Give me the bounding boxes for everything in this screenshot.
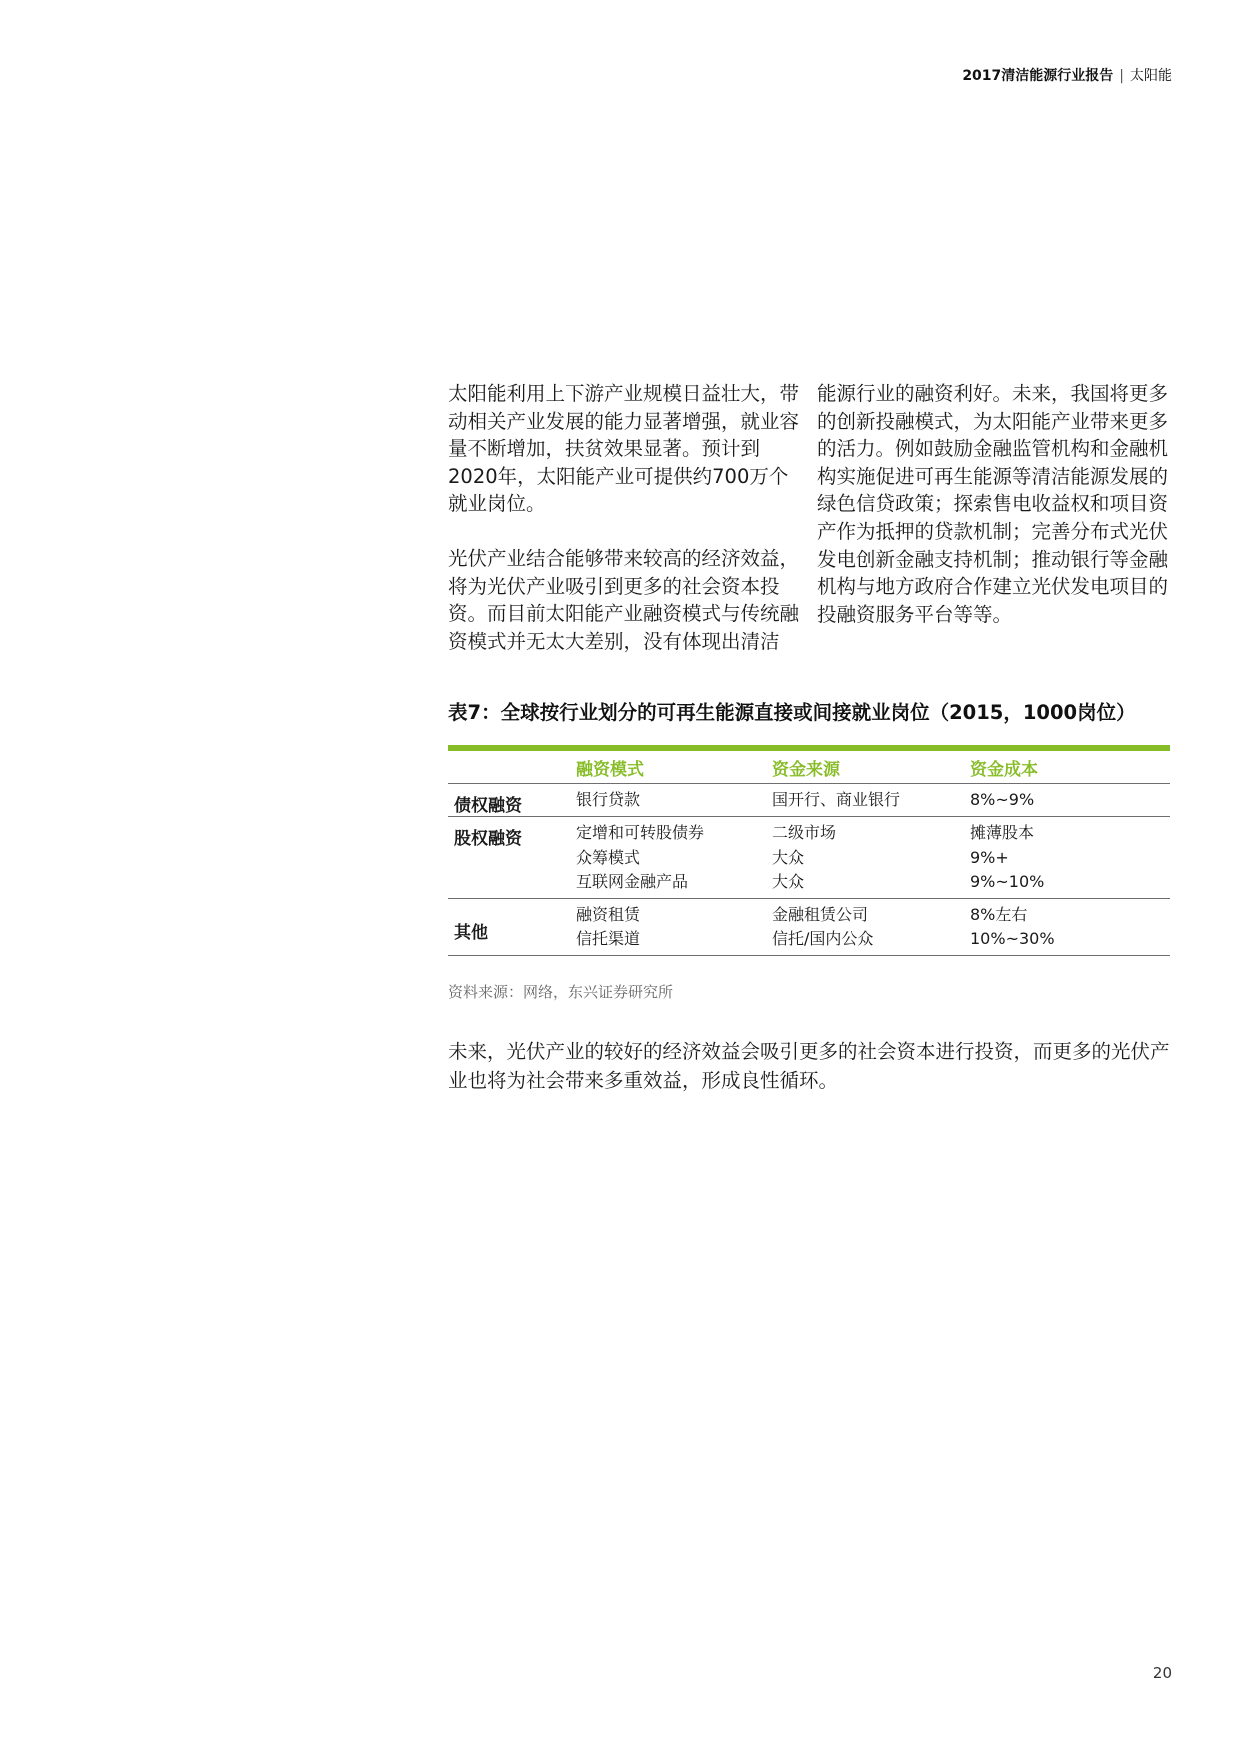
cost-cell [970,898,1170,955]
column-header: 资金来源 [772,751,970,784]
page-number: 20 [1152,1664,1172,1682]
cost-cell [970,784,1170,817]
source-cell [772,817,970,899]
body-paragraph: 能源行业的融资利好。未来，我国将更多的创新投融模式，为太阳能产业带来更多的活力。例如鼓励金融监管机构和金融机构实施促进可再生能源等清洁能源发展的绿色信贷政策；探索售电收益权和项目资产作为抵押的贷款机制；完善分布式光伏发电创新金融支持机制；推动银行等金融机构与地方政府合作建立光伏发电项目的投融资服务平台等等。 [817,382,1169,626]
left-column [448,380,804,655]
financing-table [448,745,1170,956]
column-header: 资金成本 [970,751,1170,784]
cost-cell [970,817,1170,899]
section-name: 太阳能 [1130,68,1172,84]
source-value: 大众 [772,872,805,891]
mode-cell [576,817,772,899]
cost-value: 9%+ [970,847,1009,867]
mode-value: 定增和可转股债券 [576,823,705,842]
source-value: 二级市场 [772,823,837,842]
right-column [817,380,1179,628]
column-header [448,751,576,784]
mode-cell [576,898,772,955]
cost-value: 10%~30% [970,929,1055,948]
source-value: 信托/国内公众 [772,929,874,948]
column-header: 融资模式 [576,751,772,784]
mode-value: 互联网金融产品 [576,872,689,891]
mode-value: 信托渠道 [576,929,641,948]
table-row [448,898,1170,955]
table-caption: 表7：全球按行业划分的可再生能源直接或间接就业岗位（2015，1000岗位） [448,701,1136,724]
table-row [448,817,1170,899]
category-cell: 其他 [448,898,576,955]
source-note: 资料来源：网络，东兴证券研究所 [448,983,674,1001]
mode-cell [576,784,772,817]
body-paragraph: 光伏产业结合能够带来较高的经济效益，将为光伏产业吸引到更多的社会资本投资。而目前太阳能产业融资模式与传统融资模式并无太大差别，没有体现出清洁 [448,546,800,653]
source-value: 金融租赁公司 [772,904,869,924]
source-value: 国开行、商业银行 [772,790,901,809]
category-cell: 债权融资 [448,784,576,817]
cost-value: 8%左右 [970,904,1028,924]
source-value: 大众 [772,847,805,867]
body-paragraph: 太阳能利用上下游产业规模日益壮大，带动相关产业发展的能力显著增强，就业容量不断增加，扶贫效果显著。预计到2020年，太阳能产业可提供约700万个就业岗位。 [448,382,800,516]
page-header [962,66,1172,86]
report-title: 2017清洁能源行业报告 [962,68,1114,84]
conclusion-paragraph: 未来，光伏产业的较好的经济效益会吸引更多的社会资本进行投资，而更多的光伏产业也将为社会带来多重效益，形成良性循环。 [448,1040,1170,1092]
table-header-row [448,751,1170,784]
source-cell [772,898,970,955]
table-row [448,784,1170,817]
cost-value: 8%~9% [970,790,1035,809]
mode-value: 银行贷款 [576,790,641,809]
header-separator: | [1119,68,1124,84]
mode-value: 融资租赁 [576,904,641,924]
category-cell: 股权融资 [448,817,576,899]
mode-value: 众筹模式 [576,847,641,867]
source-cell [772,784,970,817]
cost-value: 摊薄股本 [970,823,1035,842]
cost-value: 9%~10% [970,872,1045,891]
